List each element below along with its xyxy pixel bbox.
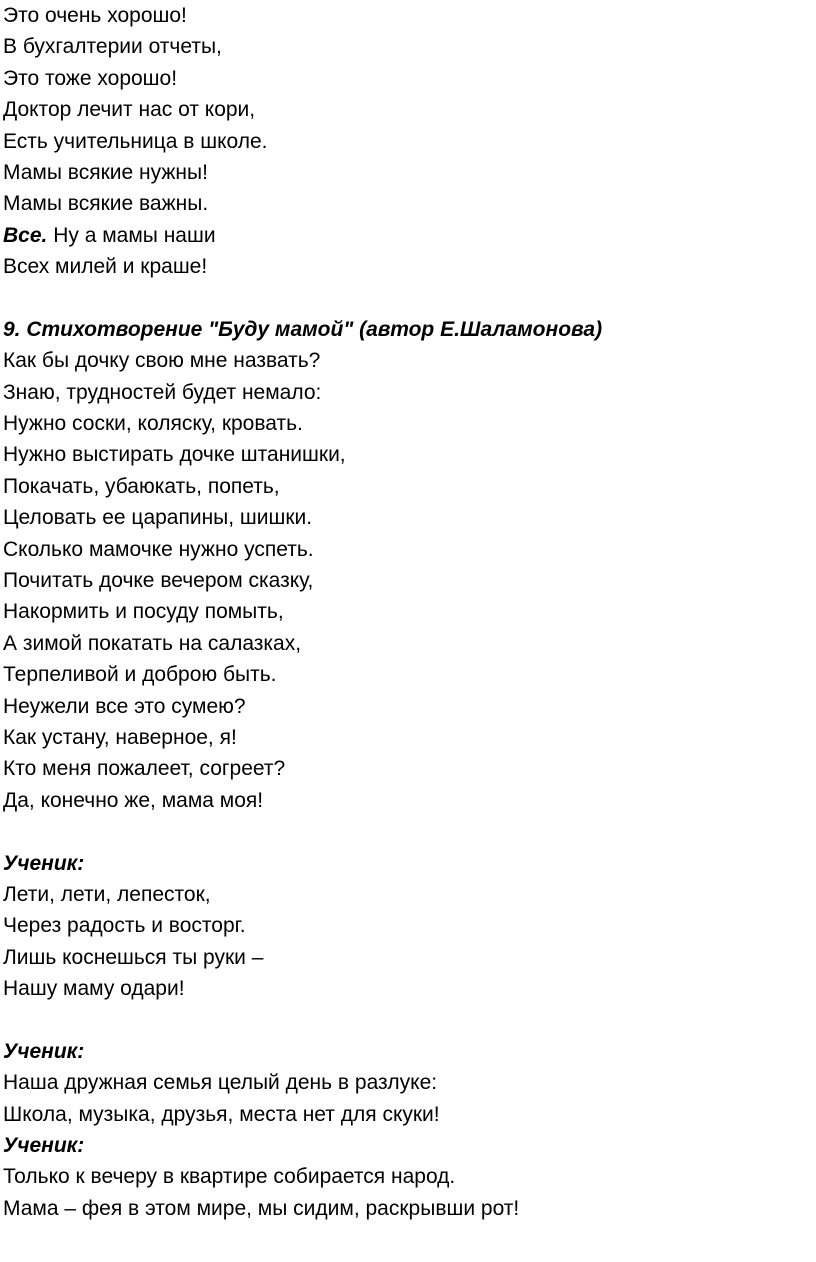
chorus-text: Ну а мамы наши <box>47 223 216 247</box>
verse-line: Нужно выстирать дочке штанишки, <box>3 443 346 467</box>
verse-line: Сколько мамочке нужно успеть. <box>3 537 314 561</box>
verse-line: Только к вечеру в квартире собирается народ. <box>3 1165 456 1189</box>
poem-heading: 9. Стихотворение "Буду мамой" (автор Е.Шаламонова) <box>3 317 603 341</box>
verse-line: Покачать, убаюкать, попеть, <box>3 474 280 498</box>
verse-line: Кто меня пожалеет, согреет? <box>3 757 286 781</box>
verse-line: Нужно соски, коляску, кровать. <box>3 412 303 436</box>
verse-line: Всех милей и краше! <box>3 255 208 279</box>
verse-line: Неужели все это сумею? <box>3 694 246 718</box>
verse-line: В бухгалтерии отчеты, <box>3 35 222 59</box>
verse-block-1 <box>3 0 813 283</box>
chorus-line <box>3 220 813 251</box>
speaker-label: Ученик: <box>3 1039 85 1063</box>
verse-line: Знаю, трудностей будет немало: <box>3 380 322 404</box>
student-section-2 <box>3 1036 813 1130</box>
verse-line: Доктор лечит нас от кори, <box>3 98 256 122</box>
verse-line: Мама – фея в этом мире, мы сидим, раскрывши рот! <box>3 1196 520 1220</box>
verse-line: Мамы всякие важны. <box>3 192 209 216</box>
verse-line: Лишь коснешься ты руки – <box>3 945 264 969</box>
speaker-label: Ученик: <box>3 851 85 875</box>
speaker-label: Ученик: <box>3 1134 85 1158</box>
verse-line: Лети, лети, лепесток, <box>3 882 211 906</box>
verse-line: Это тоже хорошо! <box>3 66 178 90</box>
verse-line: Через радость и восторг. <box>3 914 246 938</box>
verse-line: Целовать ее царапины, шишки. <box>3 506 313 530</box>
verse-line: Мамы всякие нужны! <box>3 160 208 184</box>
verse-line: Терпеливой и доброю быть. <box>3 663 277 687</box>
verse-line: Школа, музыка, друзья, места нет для скуки! <box>3 1102 440 1126</box>
poem-section <box>3 314 813 816</box>
document-page <box>3 0 813 1224</box>
verse-line: Как бы дочку свою мне назвать? <box>3 349 321 373</box>
student-section-1 <box>3 848 813 1005</box>
verse-line: Да, конечно же, мама моя! <box>3 788 264 812</box>
speaker-label: Все. <box>3 223 48 247</box>
verse-line: Почитать дочке вечером сказку, <box>3 569 314 593</box>
paragraph-gap <box>3 1005 813 1036</box>
verse-line: А зимой покатать на салазках, <box>3 631 302 655</box>
verse-line: Наша дружная семья целый день в разлуке: <box>3 1071 438 1095</box>
paragraph-gap <box>3 816 813 847</box>
paragraph-gap <box>3 283 813 314</box>
verse-line: Как устану, наверное, я! <box>3 725 237 749</box>
verse-line: Нашу маму одари! <box>3 977 185 1001</box>
verse-line: Накормить и посуду помыть, <box>3 600 284 624</box>
verse-line: Это очень хорошо! <box>3 4 187 27</box>
student-section-3 <box>3 1130 813 1224</box>
verse-line: Есть учительница в школе. <box>3 129 268 153</box>
